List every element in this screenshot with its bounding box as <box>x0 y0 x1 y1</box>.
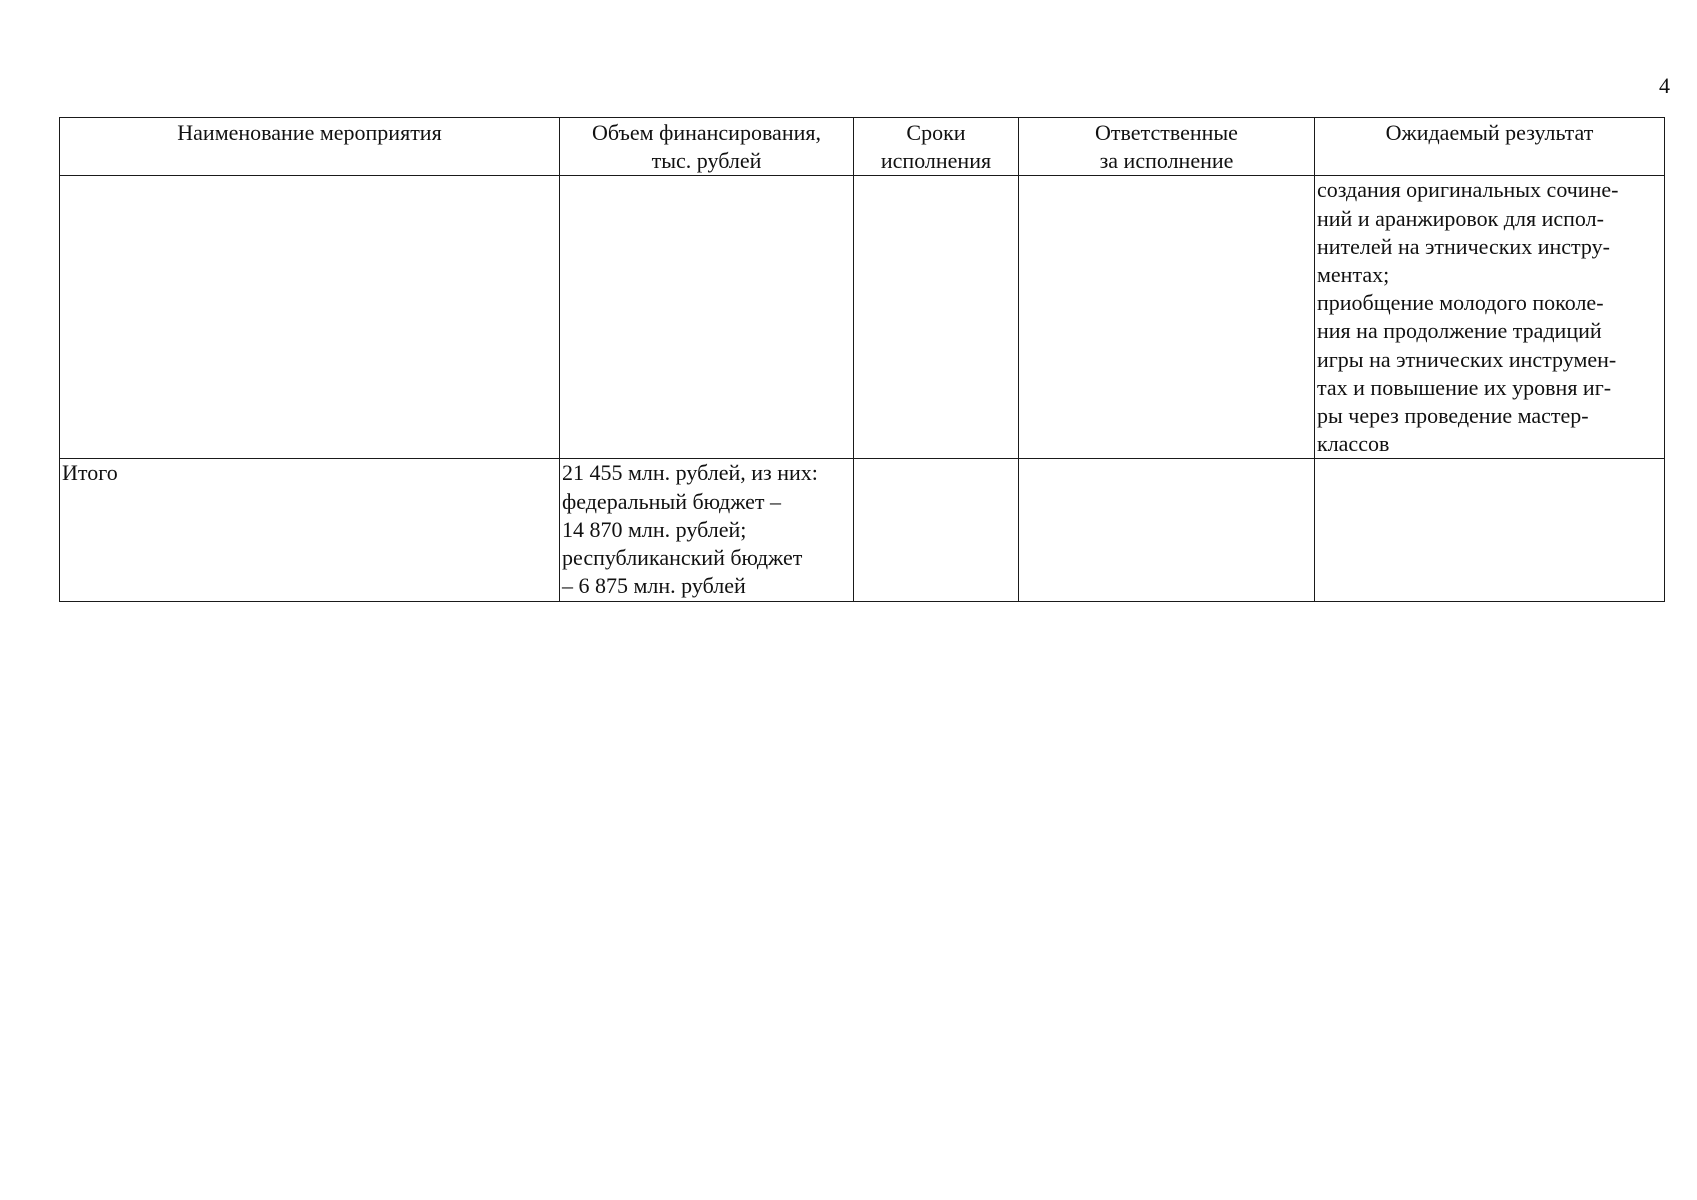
cell-expected-result: создания оригинальных сочине- ний и аранжировок для испол- нителей на этнических инстру- ментах; приобщение молодого поколе- ния на продолжение традиций игры на этнических инструмен- тах и повышение их уровня иг- ры через проведение мастер- классов <box>1315 176 1665 459</box>
header-expected-result: Ожидаемый результат <box>1315 118 1665 176</box>
page-number: 4 <box>1659 73 1670 98</box>
header-responsible: Ответственные за исполнение <box>1019 118 1315 176</box>
table-row-total <box>60 459 1665 602</box>
cell-funding-volume <box>560 176 854 459</box>
activities-table <box>59 117 1665 602</box>
cell-total-result <box>1315 459 1665 602</box>
cell-total-label: Итого <box>60 459 560 602</box>
cell-responsible <box>1019 176 1315 459</box>
table-header-row <box>60 118 1665 176</box>
header-funding-volume: Объем финансирования, тыс. рублей <box>560 118 854 176</box>
cell-deadlines <box>854 176 1019 459</box>
cell-activity-name <box>60 176 560 459</box>
header-deadlines: Сроки исполнения <box>854 118 1019 176</box>
cell-total-deadlines <box>854 459 1019 602</box>
table-row <box>60 176 1665 459</box>
cell-total-funding: 21 455 млн. рублей, из них: федеральный бюджет – 14 870 млн. рублей; республиканский бюджет – 6 875 млн. рублей <box>560 459 854 602</box>
cell-total-responsible <box>1019 459 1315 602</box>
header-activity-name: Наименование мероприятия <box>60 118 560 176</box>
